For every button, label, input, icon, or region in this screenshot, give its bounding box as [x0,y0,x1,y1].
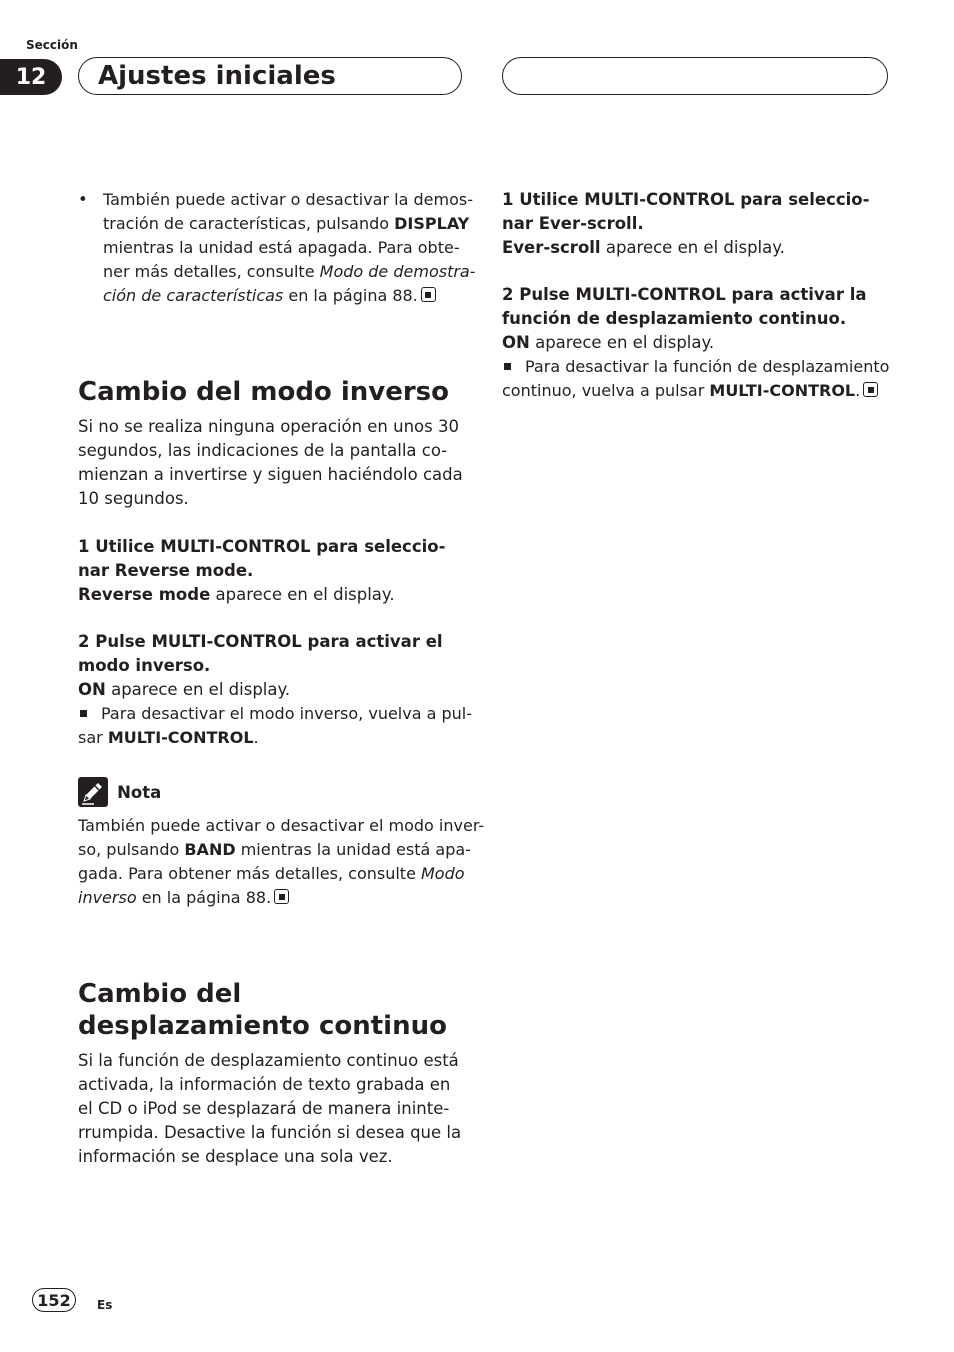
scroll-paragraph [78,1049,461,1169]
inverse-section [78,376,449,408]
section-heading: desplazamiento continuo [78,1011,447,1041]
inverse-paragraph [78,415,463,511]
right-header-frame [502,57,888,95]
step-title: función de desplazamiento continuo. [502,309,847,328]
section-heading: Cambio del modo inverso [78,377,450,407]
intro-line: tración de características, pulsando DISPLAY [103,214,470,233]
intro-bullet [78,188,476,308]
bullet-mark: • [78,190,88,209]
intro-line: ción de características en la página 88. [103,284,476,308]
paragraph-line: segundos, las indicaciones de la pantalla co- [78,441,448,460]
language-code: Es [97,1298,113,1312]
step-result: ON aparece en el display. [502,333,715,352]
paragraph-line: mienzan a invertirse y siguen haciéndolo cada [78,465,463,484]
paragraph-line: activada, la información de texto grabada en [78,1075,451,1094]
step-result: Ever-scroll aparece en el display. [502,238,785,257]
note-body [78,814,484,910]
intro-line: También puede activar o desactivar la demos- [103,190,473,209]
end-mark-icon [274,889,289,904]
step-result: Reverse mode aparece en el display. [78,585,395,604]
section-title: Ajustes iniciales [98,61,336,91]
page-number: 152 [32,1288,76,1312]
scroll-section [78,978,447,1042]
step-title: nar Reverse mode. [78,561,254,580]
end-mark-icon [421,287,436,302]
paragraph-line: información se desplace una sola vez. [78,1147,393,1166]
scroll-step-1 [502,188,869,260]
step-title: 1 Utilice MULTI-CONTROL para seleccio- [78,537,446,556]
step-title: modo inverso. [78,656,211,675]
paragraph-line: Si no se realiza ninguna operación en unos 30 [78,417,459,436]
step-title: nar Ever-scroll. [502,214,644,233]
inverse-step-1 [78,535,445,607]
step-subnote: sar MULTI-CONTROL. [78,728,259,747]
step-title: 2 Pulse MULTI-CONTROL para activar el [78,632,443,651]
note-line: También puede activar o desactivar el modo inver- [78,816,485,835]
inverse-step-2 [78,630,472,750]
step-title: 1 Utilice MULTI-CONTROL para seleccio- [502,190,870,209]
intro-line: mientras la unidad está apagada. Para obte- [103,238,460,257]
section-number-badge: 12 [0,59,62,95]
note-line: gada. Para obtener más detalles, consulte Modo [78,864,465,883]
step-title: 2 Pulse MULTI-CONTROL para activar la [502,285,867,304]
note-header [78,777,161,807]
step-subnote: Para desactivar el modo inverso, vuelva a pul- [78,702,472,726]
step-subnote: Para desactivar la función de desplazamiento [502,355,889,379]
paragraph-line: rrumpida. Desactive la función si desea que la [78,1123,462,1142]
end-mark-icon [863,382,878,397]
note-label: Nota [117,782,162,802]
step-result: ON aparece en el display. [78,680,291,699]
note-pencil-icon [78,777,108,807]
note-line: inverso en la página 88. [78,886,484,910]
scroll-step-2 [502,283,889,403]
square-bullet-icon [504,363,511,370]
square-bullet-icon [80,710,87,717]
section-heading: Cambio del [78,979,242,1009]
paragraph-line: el CD o iPod se desplazará de manera ininte- [78,1099,450,1118]
paragraph-line: 10 segundos. [78,489,189,508]
step-subnote: continuo, vuelva a pulsar MULTI-CONTROL. [502,379,889,403]
intro-line: ner más detalles, consulte Modo de demostra- [103,262,476,281]
note-line: so, pulsando BAND mientras la unidad está apa- [78,840,471,859]
section-label: Sección [26,38,78,52]
paragraph-line: Si la función de desplazamiento continuo está [78,1051,459,1070]
